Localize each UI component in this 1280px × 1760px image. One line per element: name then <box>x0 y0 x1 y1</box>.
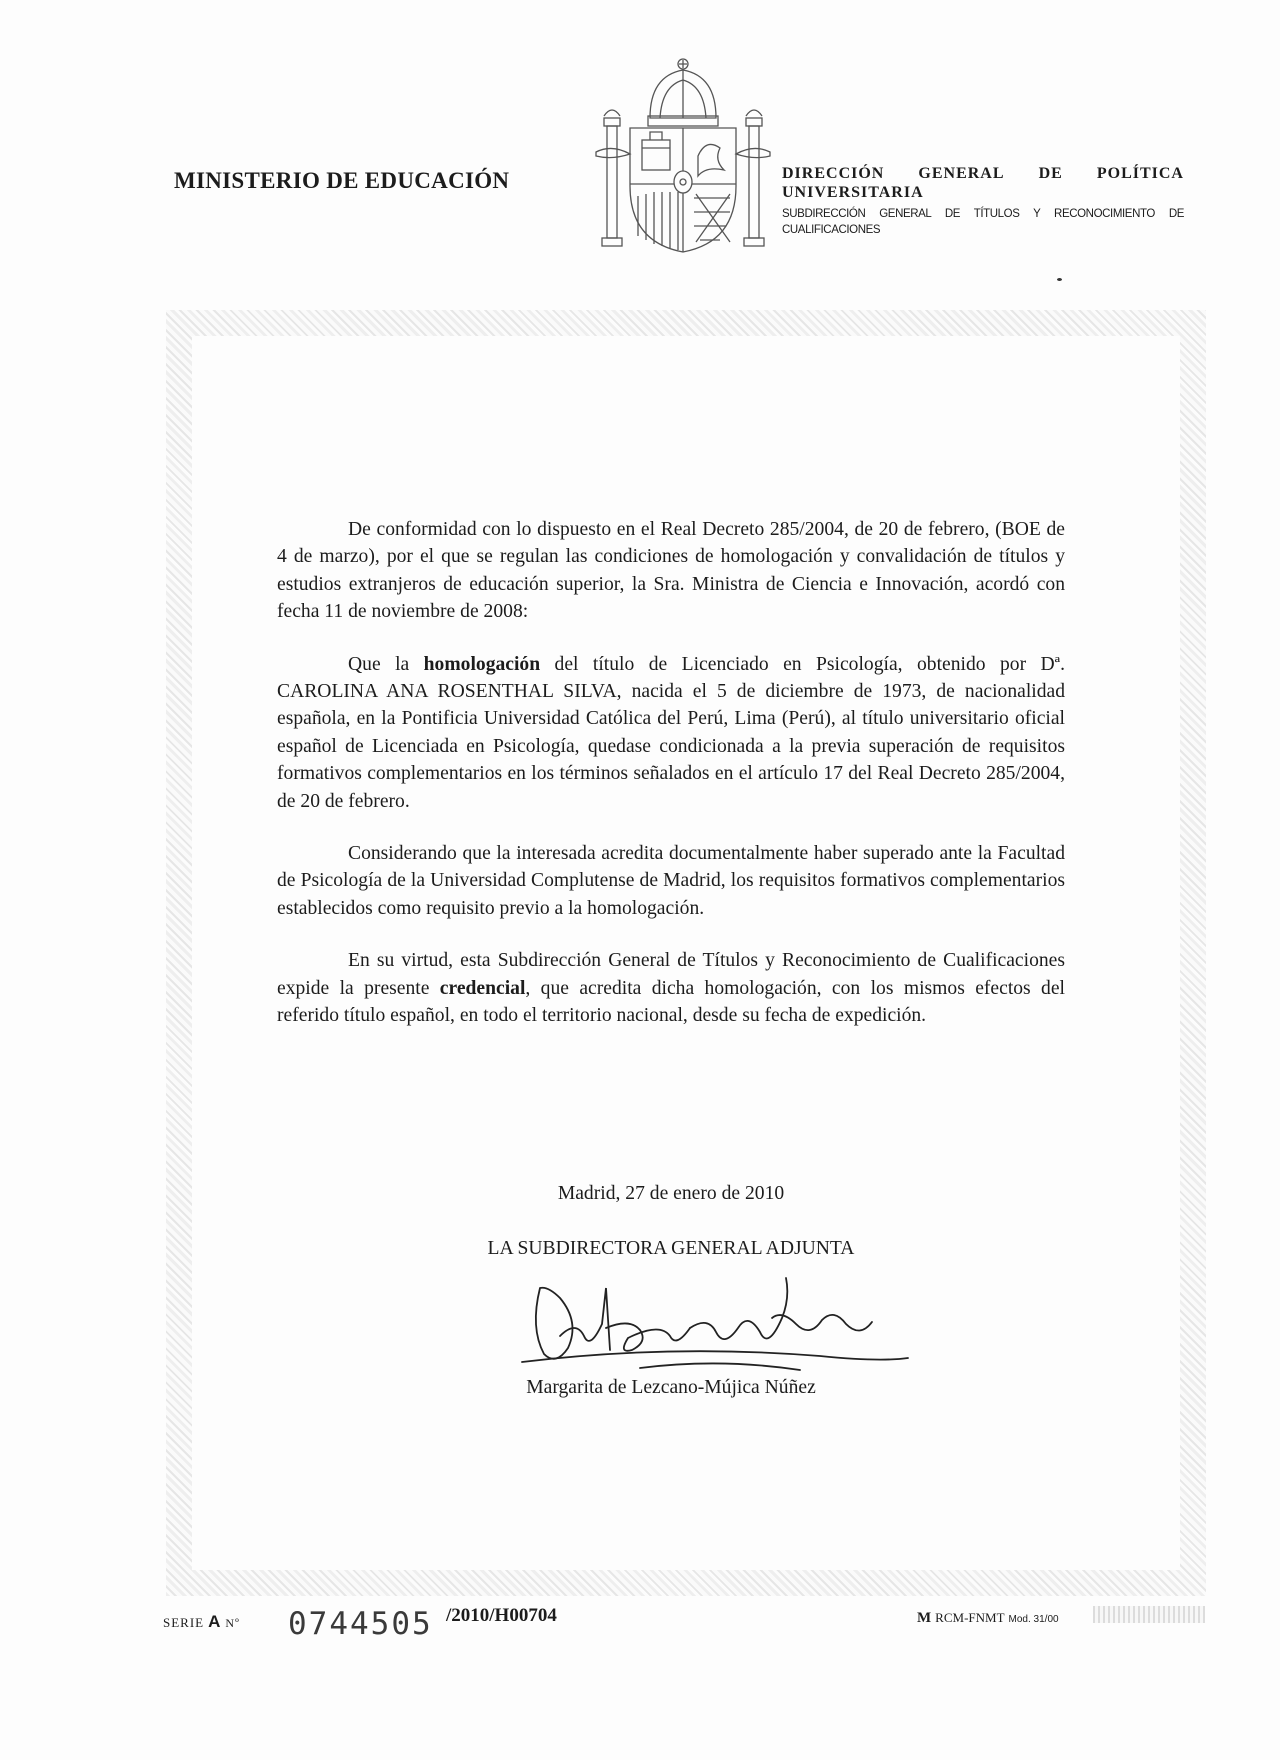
paragraph-2-start: Que la <box>348 653 424 675</box>
signer-role: LA SUBDIRECTORA GENERAL ADJUNTA <box>487 1238 855 1259</box>
place-and-date: Madrid, 27 de enero de 2010 <box>557 1183 785 1204</box>
ministry-title: MINISTERIO DE EDUCACIÓN <box>174 168 510 193</box>
serie-letter: A <box>208 1612 222 1631</box>
directorate-line-1 <box>782 165 1184 183</box>
directorate-word: GENERAL <box>918 165 1005 182</box>
security-strip <box>1093 1606 1205 1623</box>
paragraph-1: De conformidad con lo dispuesto en el Real Decreto 285/2004, de 20 de febrero, (BOE de 4 de marzo), por el que se regulan las condiciones de homologación y convalidación de títulos y estudios extranjeros de educación superior, la Sra. Ministra de Ciencia e Innovación, acordó con fecha 11 de noviembre de 2008: <box>277 519 1065 623</box>
homologacion-term: homologación <box>423 653 541 675</box>
paragraph-4 <box>277 947 1065 1029</box>
paragraph-4-start: En su virtud, esta Subdirección General de Títulos y Reconocimiento de Cualificaciones expide la presente <box>277 950 1065 999</box>
subdirectorate: SUBDIRECCIÓN GENERAL DE TÍTULOS Y RECONOCIMIENTO DE CUALIFICACIONES <box>782 208 1184 236</box>
directorate-word: POLÍTICA <box>1096 165 1184 182</box>
signer-name: Margarita de Lezcano-Mújica Núñez <box>526 1377 816 1398</box>
fnmt-mark <box>917 1610 1059 1627</box>
registration-code: /2010/H00704 <box>446 1605 557 1626</box>
model-reference: Mod. 31/00 <box>1008 1614 1059 1625</box>
handwritten-signature <box>520 1258 910 1378</box>
document-body <box>277 516 1065 1055</box>
paragraph-3: Considerando que la interesada acredita documentalmente haber superado ante la Facultad de Psicología de la Universidad Complutense de Madrid, los requisitos formativos complementarios establecidos como requisito previo a la homologación. <box>277 843 1065 919</box>
directorate-word: DE <box>1038 165 1063 182</box>
serie-number: 0744505 <box>288 1606 433 1642</box>
directorate-word: DIRECCIÓN <box>782 165 885 182</box>
paragraph-4-rest: , que acredita dicha homologación, con los mismos efectos del referido título español, en todo el territorio nacional, desde su fecha de expedición. <box>277 977 1065 1027</box>
coat-of-arms-icon <box>590 56 776 256</box>
fnmt-code: RCM-FNMT <box>935 1610 1005 1625</box>
credencial-term: credencial <box>439 977 526 999</box>
directorate-line-2: UNIVERSITARIA <box>782 184 924 201</box>
ink-speck <box>1057 278 1062 281</box>
directorate-block <box>782 165 1184 238</box>
serie-label <box>163 1612 240 1632</box>
paragraph-2-rest: del título de Licenciado en Psicología, obtenido por Dª. CAROLINA ANA ROSENTHAL SILVA, nacida el 5 de diciembre de 1973, de nacionalidad española, en la Pontificia Universidad Católica del Perú, Lima (Perú), al título universitario oficial español de Licenciada en Psicología, quedase condicionada a la previa superación de requisitos formativos complementarios en los términos señalados en el artículo 17 del Real Decreto 285/2004, de 20 de febrero. <box>277 653 1065 812</box>
serie-number-label: Nº <box>225 1616 240 1630</box>
fnmt-symbol: M <box>917 1610 932 1626</box>
serie-text: SERIE <box>163 1615 205 1630</box>
paragraph-2 <box>277 651 1065 815</box>
